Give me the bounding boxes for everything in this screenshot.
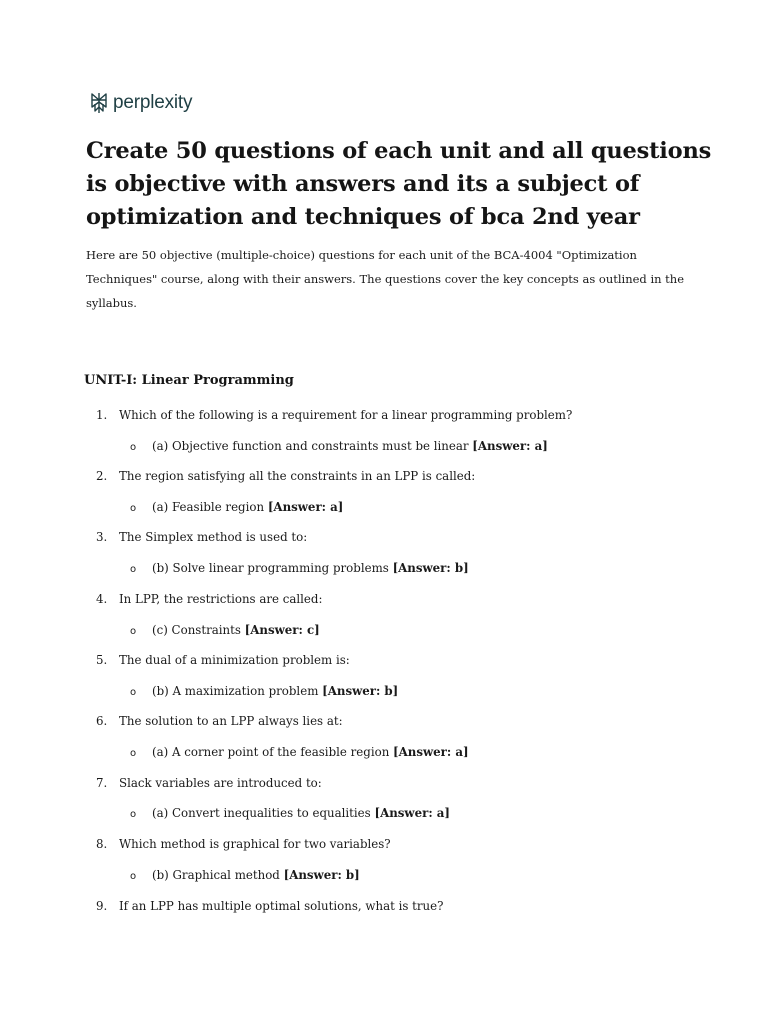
question-number: 9. (96, 899, 108, 913)
perplexity-logo-icon (89, 90, 109, 116)
answer-key: [Answer: a] (374, 806, 451, 820)
answer-option: (a) Feasible region (152, 500, 265, 514)
brand-logo (89, 89, 192, 117)
answer-item (130, 806, 450, 820)
bullet-icon: o (130, 442, 137, 453)
question-text: If an LPP has multiple optimal solutions, what is true? (119, 899, 444, 913)
question-item (96, 530, 307, 544)
question-text: Which method is graphical for two variables? (119, 837, 391, 851)
answer-key: [Answer: c] (244, 623, 320, 637)
brand-name: perplexity (113, 92, 193, 113)
answer-key: [Answer: b] (392, 561, 469, 575)
answer-key: [Answer: a] (393, 745, 469, 759)
question-text: Slack variables are introduced to: (119, 776, 322, 790)
answer-item (130, 561, 469, 575)
bullet-icon: o (130, 748, 137, 759)
question-item (96, 653, 350, 667)
bullet-icon: o (130, 687, 137, 698)
question-text: Which of the following is a requirement for a linear programming problem? (119, 408, 573, 422)
question-number: 8. (96, 837, 108, 851)
question-item (96, 837, 391, 851)
question-text: The region satisfying all the constraints in an LPP is called: (119, 469, 476, 483)
intro-paragraph: Here are 50 objective (multiple-choice) questions for each unit of the BCA-4004 "Optimization Techniques" course, along with their answers. The questions cover the key concepts as outlined in the syllabus. (86, 248, 685, 310)
question-item (96, 469, 475, 483)
question-item (96, 408, 572, 422)
answer-item (130, 623, 320, 637)
question-text: The dual of a minimization problem is: (119, 653, 350, 667)
answer-option: (b) A maximization problem (152, 684, 319, 698)
answer-item (130, 439, 548, 453)
answer-option: (a) Convert inequalities to equalities (152, 806, 371, 820)
question-item (96, 776, 322, 790)
question-number: 6. (96, 714, 108, 728)
answer-key: [Answer: b] (322, 684, 399, 698)
answer-option: (a) Objective function and constraints must be linear (152, 439, 469, 453)
answer-option: (b) Graphical method (152, 868, 280, 882)
bullet-icon: o (130, 871, 137, 882)
question-number: 5. (96, 653, 108, 667)
answer-key: [Answer: a] (267, 500, 344, 514)
page-title: Create 50 questions of each unit and all questions is objective with answers and its a subject of optimization and techniques of bca 2nd year (86, 138, 712, 230)
answer-option: (b) Solve linear programming problems (152, 561, 389, 575)
question-number: 7. (96, 776, 108, 790)
bullet-icon: o (130, 503, 137, 514)
question-number: 3. (96, 530, 108, 544)
question-text: In LPP, the restrictions are called: (119, 592, 323, 606)
bullet-icon: o (130, 809, 137, 820)
answer-option: (a) A corner point of the feasible region (152, 745, 390, 759)
unit-heading: UNIT-I: Linear Programming (84, 373, 294, 388)
answer-item (130, 684, 398, 698)
answer-item (130, 500, 343, 514)
question-item (96, 714, 343, 728)
question-text: The solution to an LPP always lies at: (119, 714, 343, 728)
answer-key: [Answer: b] (283, 868, 360, 882)
answer-key: [Answer: a] (472, 439, 548, 453)
question-number: 2. (96, 469, 108, 483)
question-text: The Simplex method is used to: (119, 530, 308, 544)
question-number: 4. (96, 592, 108, 606)
question-item (96, 899, 443, 913)
answer-item (130, 868, 360, 882)
question-item (96, 592, 322, 606)
answer-item (130, 745, 469, 759)
question-number: 1. (96, 408, 108, 422)
bullet-icon: o (130, 626, 137, 637)
bullet-icon: o (130, 564, 137, 575)
answer-option: (c) Constraints (152, 623, 241, 637)
